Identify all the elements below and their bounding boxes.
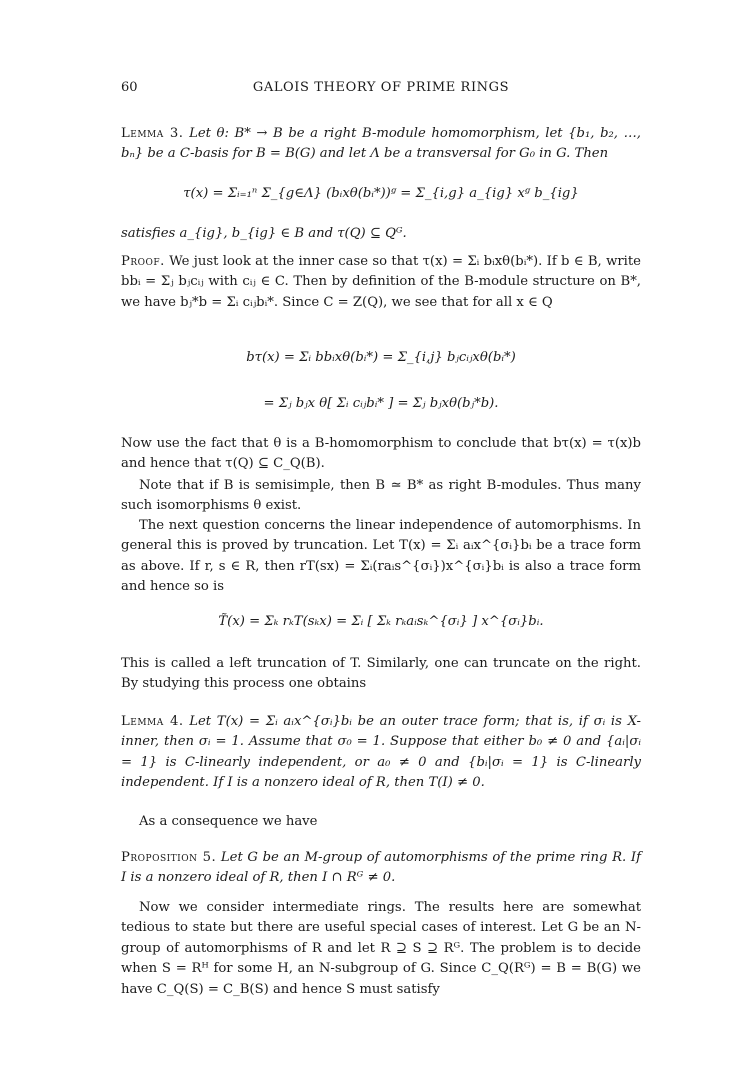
lemma-3-text: Let θ: B* → B be a right B-module homomorphism, let {b₁, b₂, …, bₙ} be a C-basis for B = B(G) and let Λ be a transversal for G₀ in G. Then	[121, 126, 641, 162]
truncation-equation: T̃(x) = Σₖ rₖT(sₖx) = Σᵢ [ Σₖ rₖaᵢsₖ^{σᵢ} ] x^{σᵢ}bᵢ.	[218, 614, 544, 629]
proof-equation-2: = Σⱼ bⱼx θ[ Σᵢ cᵢⱼbᵢ* ] = Σⱼ bⱼxθ(bⱼ*b).	[263, 396, 499, 411]
paragraph-consequence: As a consequence we have	[139, 814, 318, 829]
proof-label: Proof.	[121, 254, 165, 269]
proposition-5	[121, 848, 641, 889]
lemma-3-label: Lemma 3.	[121, 126, 184, 141]
paragraph-note: Note that if B is semisimple, then B ≃ B* as right B-modules. Thus many such isomorphisms θ exist.	[121, 478, 641, 514]
paragraph-intermediate-rings: Now we consider intermediate rings. The results here are somewhat tedious to state but there are useful special cases of interest. Let G be an N-group of automorphisms of R and let R ⊇ S ⊇ Rᴳ. The problem is to decide when S = Rᴴ for some H, an N-subgroup of G. Since C_Q(Rᴳ) = B = B(G) we have C_Q(S) = C_B(S) and hence S must satisfy	[121, 900, 641, 997]
lemma-4	[121, 712, 641, 794]
lemma-4-text: Let T(x) = Σᵢ aᵢx^{σᵢ}bᵢ be an outer trace form; that is, if σᵢ is X-inner, then σᵢ = 1. Assume that σ₀ = 1. Suppose that either b₀ ≠ 0 and {aᵢ|σᵢ = 1} is C-linearly independent, or a₀ ≠ 0 and {bᵢ|σᵢ = 1} is C-linearly independent. If I is a nonzero ideal of R, then T(I) ≠ 0.	[121, 714, 641, 791]
paragraph-left-truncation: This is called a left truncation of T. Similarly, one can truncate on the right. By studying this process one obtains	[121, 656, 641, 692]
lemma-3	[121, 124, 641, 165]
paragraph-truncation: The next question concerns the linear independence of automorphisms. In general this is proved by truncation. Let T(x) = Σᵢ aᵢx^{σᵢ}bᵢ be a trace form as above. If r, s ∈ R, then rT(sx) = Σᵢ(raᵢs^{σᵢ})x^{σᵢ}bᵢ is also a trace form and hence so is	[121, 518, 641, 595]
proposition-5-label: Proposition 5.	[121, 850, 217, 865]
proof-equation-1: bτ(x) = Σᵢ bbᵢxθ(bᵢ*) = Σ_{i,j} bⱼcᵢⱼxθ(bᵢ*)	[246, 350, 516, 365]
running-head: GALOIS THEORY OF PRIME RINGS	[252, 80, 510, 95]
lemma-3-after: satisfies a_{ig}, b_{ig} ∈ B and τ(Q) ⊆ Qᴳ.	[121, 226, 407, 241]
lemma-4-label: Lemma 4.	[121, 714, 184, 729]
proof-text: We just look at the inner case so that τ(x) = Σᵢ bᵢxθ(bᵢ*). If b ∈ B, write bbᵢ = Σⱼ bⱼcᵢⱼ with cᵢⱼ ∈ C. Then by definition of the B-module structure on B*, we have bⱼ*b = Σᵢ cᵢⱼbᵢ*. Since C = Z(Q), we see that for all x ∈ Q	[121, 254, 641, 310]
lemma-3-equation: τ(x) = Σᵢ₌₁ⁿ Σ_{g∈Λ} (bᵢxθ(bᵢ*))ᵍ = Σ_{i,g} a_{ig} xᵍ b_{ig}	[183, 186, 579, 201]
proof	[121, 252, 641, 313]
page-number: 60	[121, 80, 138, 95]
proof-conclusion: Now use the fact that θ is a B-homomorphism to conclude that bτ(x) = τ(x)b and hence that τ(Q) ⊆ C_Q(B).	[121, 436, 641, 472]
proposition-5-text: Let G be an M-group of automorphisms of the prime ring R. If I is a nonzero ideal of R, then I ∩ Rᴳ ≠ 0.	[121, 850, 641, 886]
